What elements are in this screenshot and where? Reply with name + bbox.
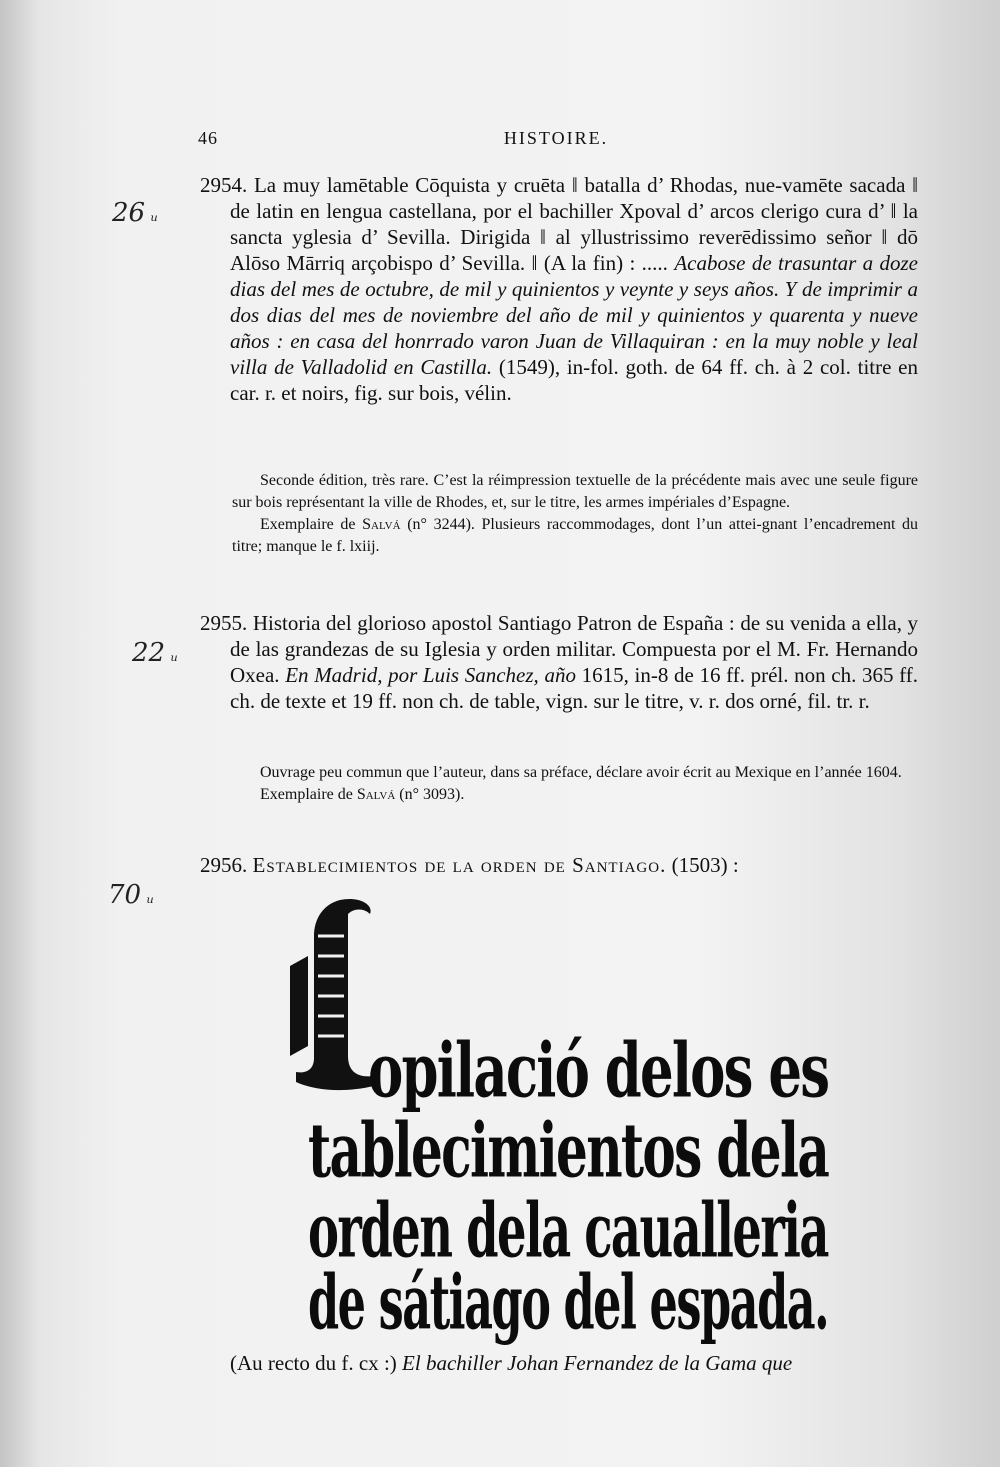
- entry-imprint: En Madrid, por Luis Sanchez, año: [285, 663, 576, 687]
- gothic-line-3: orden dela caualleria: [308, 1187, 828, 1276]
- entry-2954-notes: [232, 470, 918, 558]
- note-text: Ouvrage peu commun que l’auteur, dans sa préface, déclare avoir écrit au Mexique en l’année 1604.: [260, 764, 902, 781]
- note-text: Seconde édition, très rare. C’est la réimpression textuelle de la précédente mais avec une seule figure sur bois représentant la ville de Rhodes, et, sur le titre, les armes impériales d’Espagne.: [232, 472, 918, 511]
- entry-number: 2954.: [200, 173, 248, 197]
- entry-2955-text: [200, 610, 918, 714]
- entry-2955: [200, 610, 918, 714]
- entry-2954-text: [200, 172, 918, 406]
- gothic-line-2: tablecimientos dela: [308, 1107, 829, 1196]
- entry-number: 2956.: [200, 853, 248, 877]
- note-copy: Exemplaire de Salvá (n° 3244). Plusieurs raccommodages, dont l’un attei-gnant l’encadrement du titre; manque le f. lxiij.: [232, 516, 919, 555]
- entry-number: 2955.: [200, 611, 248, 635]
- page-header: [198, 128, 914, 156]
- ornamental-initial-icon: [288, 896, 378, 1096]
- page-number: 46: [198, 128, 218, 148]
- entry-title: Establecimientos de la orden de Santiago.: [252, 853, 667, 877]
- footer-line: [230, 1350, 920, 1376]
- entry-description: 1615, in-8 de 16 ff. prél. non ch. 365 ff. ch. de texte et 19 ff. non ch. de table, vign. sur le titre, v. r. dos orné, fil. tr. r.: [230, 663, 919, 713]
- entry-colophon: Acabose de trasuntar a doze dias del mes de octubre, de mil y quinientos y veynte y seys años. Y de imprimir a dos dias del mes de noviembre del año de mil y quinientos y quarenta y nueve años : en casa del honrrado varon Juan de Villaquiran : en la muy noble y leal villa de Valladolid en Castilla.: [230, 251, 919, 379]
- gothic-title-facsimile: [288, 896, 848, 1346]
- note-copy: Exemplaire de Salvá (n° 3093).: [260, 786, 465, 803]
- gothic-line-1: opilació delos es: [368, 1027, 829, 1116]
- entry-year: (1503) :: [671, 853, 739, 877]
- entry-2954: [200, 172, 918, 406]
- gothic-line-4: de sátiago del espada.: [308, 1259, 829, 1348]
- margin-note-1: 26 ᵤ: [112, 198, 158, 228]
- footer-prefix: (Au recto du f. cx :): [230, 1351, 397, 1375]
- entry-2955-notes: [232, 762, 918, 806]
- entry-description: (1549), in-fol. goth. de 64 ff. ch. à 2 col. titre en car. r. et noirs, fig. sur bois, vélin.: [230, 355, 919, 405]
- running-title: HISTOIRE.: [503, 128, 609, 148]
- footer-italic: El bachiller Johan Fernandez de la Gama que: [402, 1351, 793, 1375]
- entry-title: Historia del glorioso apostol Santiago Patron de España : de su venida a ella, y de las grandezas de su Iglesia y orden militar. Compuesta por el M. Fr. Hernando Oxea.: [230, 611, 919, 687]
- entry-title: La muy lamētable Cōquista y cruēta ‖ batalla d’ Rhodas, nue-vamēte sacada ‖ de latin en lengua castellana, por el bachiller Xpoval d’ arcos clerigo cura d’ ‖ la sancta yglesia d’ Sevilla. Dirigida ‖ al yllustrissimo reverēdissimo señor ‖ dō Alōso Mārriq arçobispo d’ Sevilla. ‖ (A la fin) : .....: [230, 173, 918, 275]
- margin-note-3: 70 ᵤ: [108, 880, 154, 910]
- entry-2956: [200, 852, 918, 878]
- margin-note-2: 22 ᵤ: [132, 638, 178, 668]
